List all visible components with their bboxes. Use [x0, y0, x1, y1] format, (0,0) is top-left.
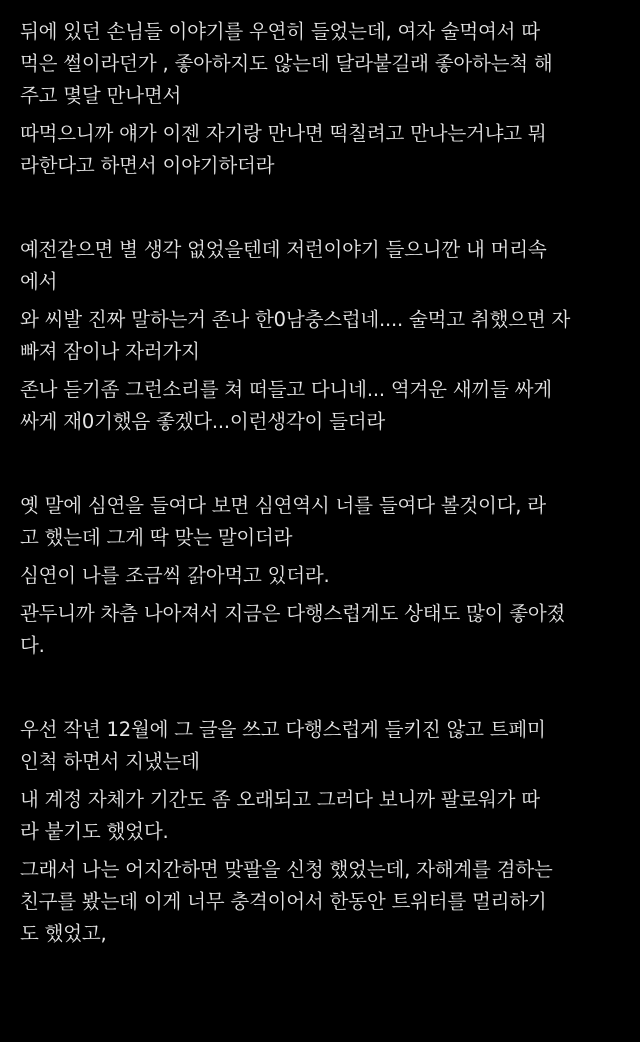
- paragraph: 예전같으면 별 생각 없었을텐데 저런이야기 들으니깐 내 머리속 에서: [20, 238, 547, 293]
- paragraph: 뒤에 있던 손님들 이야기를 우연히 들었는데, 여자 술먹여서 따 먹은 썰이라던가 , 좋아하지도 않는데 달라붙길래 좋아하는척 해 주고 몇달 만나면서: [20, 20, 553, 107]
- paragraph: 그래서 나는 어지간하면 맞팔을 신청 했었는데, 자해계를 겸하는 친구를 봤는데 이게 너무 충격이어서 한동안 트위터를 멀리하기 도 했었고,: [20, 858, 553, 945]
- paragraph: 내 계정 자체가 기간도 좀 오래되고 그러다 보니까 팔로워가 따 라 붙기도 했었다.: [20, 788, 540, 843]
- paragraph: 우선 작년 12월에 그 글을 쓰고 다행스럽게 들키진 않고 트페미 인척 하면서 지냈는데: [20, 718, 546, 773]
- paragraph: 옛 말에 심연을 들여다 보면 심연역시 너를 들여다 볼것이다, 라 고 했는데 그게 딱 맞는 말이더라: [20, 494, 546, 549]
- paragraph: 따먹으니까 얘가 이젠 자기랑 만나면 떡칠려고 만나는거냐고 뭐 라한다고 하면서 이야기하더라: [20, 122, 547, 177]
- paragraph: 존나 듣기좀 그런소리를 쳐 떠들고 다니네... 역겨운 새끼들 싸게 싸게 재0기했음 좋겠다...이런생각이 들더라: [20, 378, 552, 433]
- paragraph: 관두니까 차츰 나아져서 지금은 다행스럽게도 상태도 많이 좋아졌 다.: [20, 602, 566, 657]
- paragraph: 심연이 나를 조금씩 갉아먹고 있더라.: [20, 564, 330, 587]
- paragraph: 와 씨발 진짜 말하는거 존나 한0남충스럽네.... 술먹고 취했으면 자 빠져 잠이나 자러가지: [20, 308, 571, 363]
